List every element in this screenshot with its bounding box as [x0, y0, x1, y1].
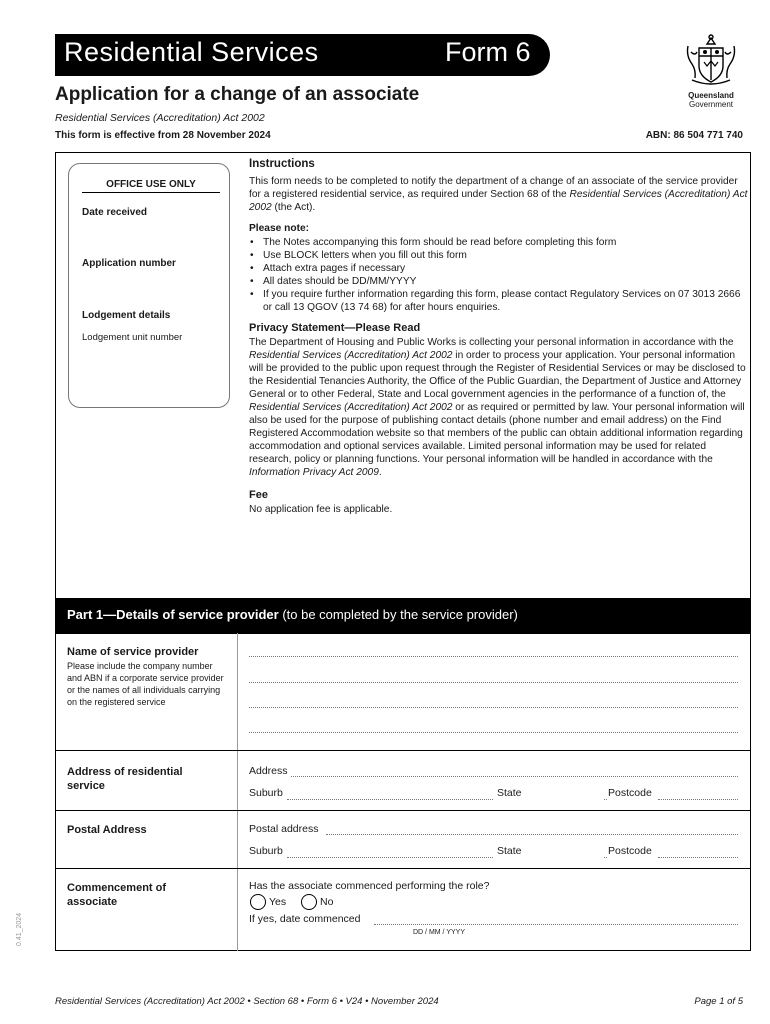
list-item: • Attach extra pages if necessary	[249, 262, 749, 275]
instructions-text: This form needs to be completed to notify the department of a change of an associate of the service provider for a registered residential service, as required under Section 68 of the Residential Services (Accreditation) Act 2002 (the Act).	[249, 176, 748, 213]
abn: ABN: 86 504 771 740	[645, 130, 743, 141]
address-label: Address	[249, 765, 288, 777]
name-of-service-provider-label: Name of service provider	[67, 646, 199, 658]
postal-address-field[interactable]	[326, 834, 738, 835]
address-field[interactable]	[291, 776, 738, 777]
name-field-line-4[interactable]	[249, 732, 738, 733]
yes-label: Yes	[269, 896, 287, 908]
state-field[interactable]	[604, 799, 607, 800]
postal-suburb-label: Suburb	[249, 845, 283, 857]
queensland-government-logo	[682, 34, 740, 109]
privacy-heading: Privacy Statement—Please Read	[249, 322, 421, 334]
privacy-text: The Department of Housing and Public Works is collecting your personal information in accordance with the Residential Services (Accreditation) Act 2002 in order to process your application. Your personal information will be provided to the public upon request through the Register of Residential Services or may be disclosed to the Residential Tenancies Authority, the Office of the Public Guardian, the Department of Justice and Attorney General or to other Federal, State and Local government agencies in the performance of a function of, the Residential Services (Accreditation) Act 2002 or as required or permitted by law. Your personal information will also be used for the purpose of publishing contact details (phone number and email address) on the Find Registered Accommodation website so that members of the public can obtain additional information regarding accommodation and optional services available. Limited personal information may be used for related research, policy or planning functions. Your personal information will be handled in accordance with the Information Privacy Act 2009.	[249, 337, 746, 478]
please-note-heading: Please note:	[249, 223, 310, 234]
instructions	[249, 158, 749, 516]
act-name: Residential Services (Accreditation) Act 2002	[55, 112, 265, 124]
form-code: 0.41_2024	[16, 912, 23, 946]
notes-list	[249, 236, 749, 314]
name-field-line-1[interactable]	[249, 656, 738, 657]
instructions-heading: Instructions	[249, 158, 315, 170]
postal-suburb-field[interactable]	[287, 857, 493, 858]
name-field-line-3[interactable]	[249, 707, 738, 708]
form-title: Application for a change of an associate	[55, 84, 420, 105]
date-commenced-label: If yes, date commenced	[249, 913, 361, 925]
part1-heading-note: (to be completed by the service provider)	[278, 607, 518, 622]
effective-date: This form is effective from 28 November 2024	[55, 130, 271, 141]
page-number: Page 1 of 5	[694, 996, 743, 1007]
postal-state-label: State	[497, 845, 522, 857]
banner-title: Residential Services	[64, 37, 319, 67]
postal-postcode-field[interactable]	[658, 857, 738, 858]
crest-text-1: Queensland	[688, 91, 734, 100]
fee-text: No application fee is applicable.	[249, 504, 393, 515]
postal-address-label: Postal address	[249, 823, 319, 835]
date-commenced-field[interactable]	[374, 924, 738, 925]
lodgement-details-label: Lodgement details	[82, 310, 171, 321]
list-item: • All dates should be DD/MM/YYYY	[249, 275, 749, 288]
commencement-of-associate-label: Commencement of associate	[67, 882, 167, 908]
lodgement-unit-label: Lodgement unit number	[82, 332, 183, 343]
postal-state-field[interactable]	[604, 857, 607, 858]
application-number-label: Application number	[82, 258, 176, 269]
list-item: • The Notes accompanying this form should be read before completing this form	[249, 236, 749, 249]
date-received-label: Date received	[82, 207, 148, 218]
crest-text-2: Government	[688, 100, 734, 109]
form-banner	[55, 34, 550, 76]
office-use-box	[68, 163, 230, 408]
suburb-label: Suburb	[249, 787, 283, 799]
row-divider	[55, 750, 751, 751]
date-format-hint: DD / MM / YYYY	[413, 929, 465, 936]
office-use-title: OFFICE USE ONLY	[82, 179, 220, 193]
part1-heading: Part 1—Details of service provider	[67, 607, 279, 622]
name-field-line-2[interactable]	[249, 682, 738, 683]
commenced-question: Has the associate commenced performing the role?	[249, 880, 490, 892]
footer-text: Residential Services (Accreditation) Act 2002 • Section 68 • Form 6 • V24 • November 2024	[55, 996, 439, 1007]
part1-heading-bar	[55, 598, 751, 633]
row-divider	[55, 810, 751, 811]
fee-heading: Fee	[249, 489, 268, 501]
state-label: State	[497, 787, 522, 799]
postal-postcode-label: Postcode	[608, 845, 652, 857]
list-item: • If you require further information regarding this form, please contact Regulatory Services on 07 3013 2666 or call 13 QGOV (13 74 68) for after hours enquiries.	[249, 288, 749, 314]
list-item: • Use BLOCK letters when you fill out this form	[249, 249, 749, 262]
name-of-service-provider-help: Please include the company number and ABN if a corporate service provider or the names of all individuals carrying on the registered service	[67, 661, 224, 707]
banner-form-number: Form 6	[445, 37, 531, 67]
column-divider	[237, 633, 238, 951]
postcode-label: Postcode	[608, 787, 652, 799]
yes-radio[interactable]	[250, 894, 266, 910]
postcode-field[interactable]	[658, 799, 738, 800]
no-radio[interactable]	[301, 894, 317, 910]
no-label: No	[320, 896, 334, 908]
postal-address-section-label: Postal Address	[67, 824, 147, 836]
suburb-field[interactable]	[287, 799, 493, 800]
row-divider	[55, 868, 751, 869]
crest-icon	[682, 34, 740, 86]
address-of-residential-service-label: Address of residential service	[67, 766, 183, 792]
